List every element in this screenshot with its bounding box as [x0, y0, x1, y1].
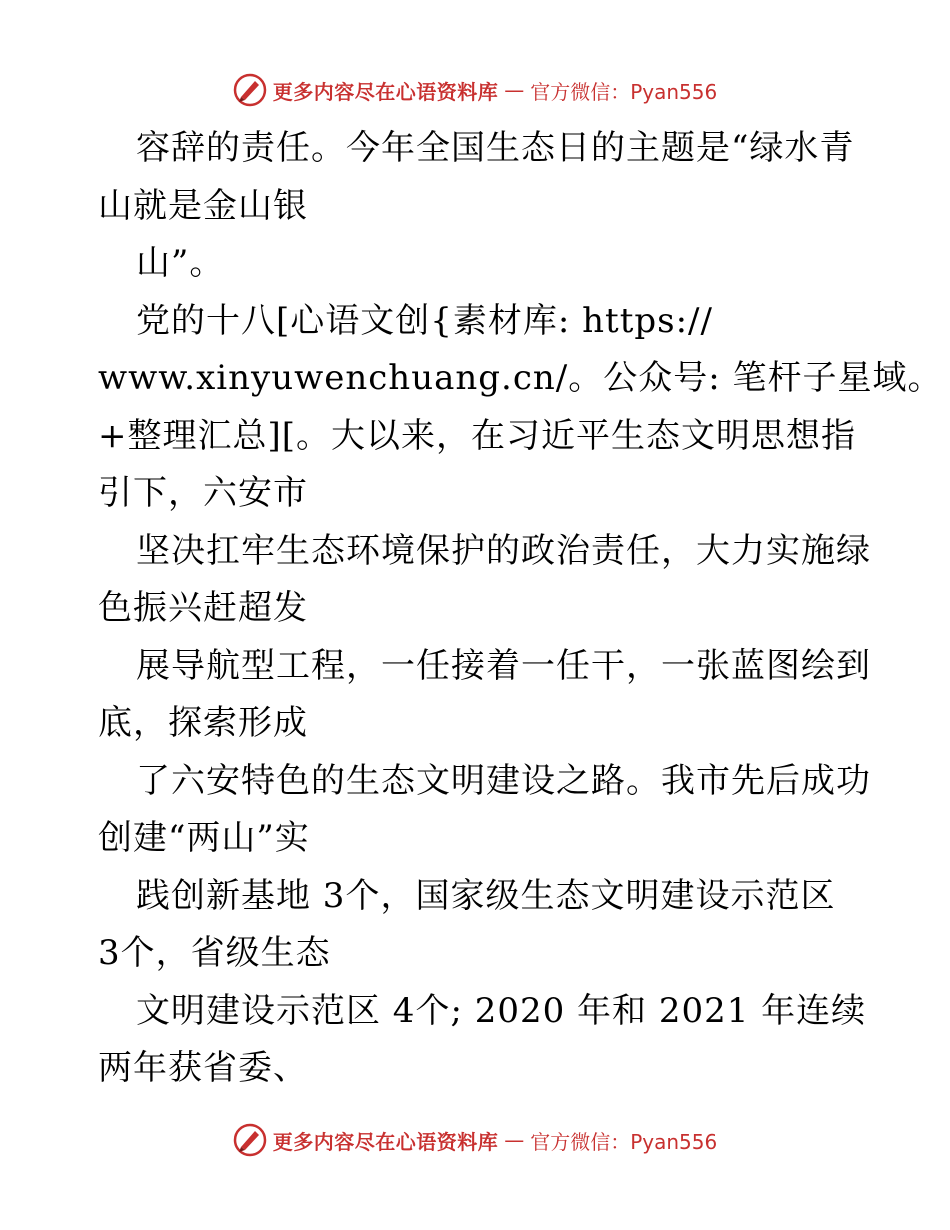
text-line: 坚决扛牢生态环境保护的政治责任，大力实施绿 [136, 530, 871, 571]
text-line: 创建“两山”实 [98, 818, 310, 858]
text-line: 文明建设示范区 4个; 2020 年和 2021 年连续 [136, 990, 867, 1031]
text-line: 山就是金山银 [98, 185, 308, 226]
text-line: 色振兴赶超发 [98, 588, 308, 628]
header-wechat-text: 官方微信：Pyan556 [530, 79, 718, 104]
header-banner [233, 73, 718, 107]
text-line: www.xinyuwenchuang.cn/。公众号: 笔杆子星域。 [98, 358, 943, 398]
text-line: 山”。 [136, 243, 225, 283]
page-footer [0, 1120, 950, 1160]
text-line: +整理汇总][。大以来，在习近平生态文明思想指 [98, 415, 857, 456]
footer-wechat-text: 官方微信：Pyan556 [530, 1129, 718, 1154]
footer-banner [233, 1123, 718, 1157]
text-line: 容辞的责任。今年全国生态日的主题是“绿水青 [136, 128, 855, 168]
text-line: 引下，六安市 [98, 473, 308, 513]
text-line: 践创新基地 3个，国家级生态文明建设示范区 [136, 875, 836, 916]
text-line: 党的十八[心语文创{素材库: https:// [136, 300, 713, 341]
page-header [0, 70, 950, 110]
text-line: 3个，省级生态 [98, 933, 331, 973]
text-line: 展导航型工程，一任接着一任干，一张蓝图绘到 [136, 645, 871, 686]
text-line: 了六安特色的生态文明建设之路。我市先后成功 [136, 760, 871, 801]
text-line: 两年获省委、 [98, 1048, 308, 1088]
pen-logo-icon [233, 1123, 267, 1157]
document-body [98, 120, 943, 1098]
text-line: 底，探索形成 [98, 703, 308, 743]
pen-logo-icon [233, 73, 267, 107]
footer-brand-text: 更多内容尽在心语资料库 [272, 1129, 499, 1154]
header-dash: — [504, 78, 525, 102]
footer-dash: — [504, 1128, 525, 1152]
header-brand-text: 更多内容尽在心语资料库 [272, 79, 499, 104]
